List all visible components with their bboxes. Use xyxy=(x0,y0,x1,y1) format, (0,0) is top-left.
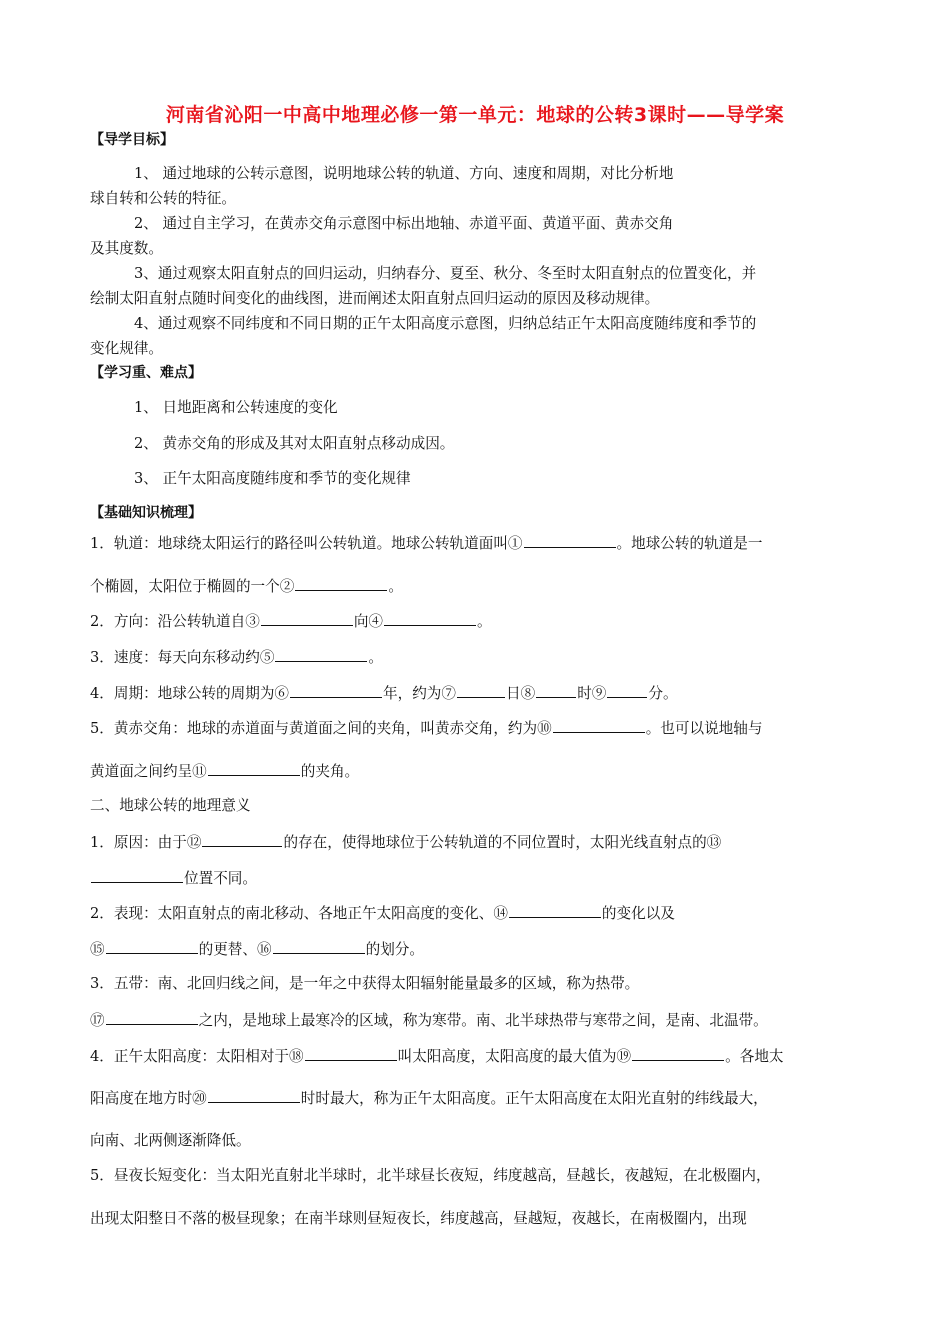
text: 时时最大，称为正午太阳高度。正午太阳高度在太阳光直射的纬线最大， xyxy=(300,1090,768,1107)
text: 。 xyxy=(477,613,492,630)
goal-2-line-2: 及其度数。 xyxy=(90,240,163,257)
goal-1-line-2: 球自转和公转的特征。 xyxy=(90,190,236,207)
basic-orbit-line-1 xyxy=(90,533,762,554)
text: 年，约为⑦ xyxy=(383,685,456,702)
meaning-cause-line-1 xyxy=(90,832,721,853)
meaning-daylength-line-2: 出现太阳整日不落的极昼现象；在南半球则昼短夜长，纬度越高，昼越短，夜越长，在南极圈内，出现 xyxy=(90,1210,747,1227)
text: 位置不同。 xyxy=(184,870,257,887)
basic-direction-line xyxy=(90,611,492,632)
document-title: 河南省沁阳一中高中地理必修一第一单元：地球的公转3课时——导学案 xyxy=(165,104,785,126)
basic-period-line xyxy=(90,683,678,704)
fill-blank-2[interactable] xyxy=(295,576,387,591)
text: 。 xyxy=(368,649,384,666)
meaning-noon-line-3: 向南、北两侧逐渐降低。 xyxy=(90,1132,251,1149)
fill-blank-6[interactable] xyxy=(290,683,382,698)
meaning-noon-line-1 xyxy=(90,1046,784,1067)
text: 1．原因：由于⑫ xyxy=(90,834,202,851)
text: 阳高度在地方时⑳ xyxy=(90,1090,207,1107)
text: 。地球公转的轨道是一 xyxy=(616,535,763,552)
text: ⑮ xyxy=(90,941,105,958)
meaning-zones-line-2 xyxy=(90,1010,768,1031)
fill-blank-13[interactable] xyxy=(91,868,183,883)
key-point-1: 1、 日地距离和公转速度的变化 xyxy=(134,399,338,416)
fill-blank-9[interactable] xyxy=(607,683,647,698)
meaning-effect-line-2 xyxy=(90,939,424,960)
fill-blank-8[interactable] xyxy=(536,683,576,698)
text: 1．轨道：地球绕太阳运行的路径叫公转轨道。地球公转轨道面叫① xyxy=(90,535,523,552)
text: 时⑨ xyxy=(577,685,607,702)
fill-blank-18[interactable] xyxy=(305,1046,397,1061)
fill-blank-11[interactable] xyxy=(208,761,300,776)
meaning-daylength-line-1: 5．昼夜长短变化：当太阳光直射北半球时，北半球昼长夜短，纬度越高，昼越长，夜越短，在北极圈内， xyxy=(90,1167,771,1184)
text: 的存在，使得地球位于公转轨道的不同位置时，太阳光线直射点的⑬ xyxy=(283,834,722,851)
text: 的夹角。 xyxy=(300,763,360,780)
text: 个椭圆，太阳位于椭圆的一个② xyxy=(90,578,295,595)
goal-4-line-1: 4、通过观察不同纬度和不同日期的正午太阳高度示意图，归纳总结正午太阳高度随纬度和季节的 xyxy=(134,315,757,332)
text: 。也可以说地轴与 xyxy=(645,720,763,737)
fill-blank-19[interactable] xyxy=(632,1046,724,1061)
fill-blank-14[interactable] xyxy=(509,903,601,918)
text: 的划分。 xyxy=(365,941,424,958)
basic-orbit-line-2 xyxy=(90,576,403,597)
text: 4．周期：地球公转的周期为⑥ xyxy=(90,685,290,702)
text: 5．黄赤交角：地球的赤道面与黄道面之间的夹角，叫黄赤交角，约为⑩ xyxy=(90,720,552,737)
fill-blank-3[interactable] xyxy=(261,611,353,626)
text: ⑰ xyxy=(90,1012,105,1029)
section-heading-goals: 【导学目标】 xyxy=(90,132,174,148)
text: 叫太阳高度，太阳高度的最大值为⑲ xyxy=(397,1048,632,1065)
fill-blank-1[interactable] xyxy=(524,533,616,548)
fill-blank-17[interactable] xyxy=(106,1010,198,1025)
basic-obliquity-line-2 xyxy=(90,761,359,782)
basic-obliquity-line-1 xyxy=(90,718,762,739)
goal-1-line-1: 1、 通过地球的公转示意图，说明地球公转的轨道、方向、速度和周期，对比分析地 xyxy=(134,165,674,182)
part-two-heading: 二、地球公转的地理意义 xyxy=(90,797,251,814)
basic-speed-line xyxy=(90,647,383,668)
key-point-3: 3、 正午太阳高度随纬度和季节的变化规律 xyxy=(134,470,411,487)
fill-blank-20[interactable] xyxy=(208,1088,300,1103)
key-point-2: 2、 黄赤交角的形成及其对太阳直射点移动成因。 xyxy=(134,435,455,452)
text: 。各地太 xyxy=(725,1048,784,1065)
text: 日⑧ xyxy=(506,685,536,702)
text: 2．方向：沿公转轨道自③ xyxy=(90,613,260,630)
fill-blank-7[interactable] xyxy=(457,683,505,698)
fill-blank-4[interactable] xyxy=(384,611,476,626)
text: 4．正午太阳高度：太阳相对于⑱ xyxy=(90,1048,304,1065)
meaning-effect-line-1 xyxy=(90,903,675,924)
text: 分。 xyxy=(648,685,678,702)
goal-3-line-2: 绘制太阳直射点随时间变化的曲线图，进而阐述太阳直射点回归运动的原因及移动规律。 xyxy=(90,290,660,307)
text: 黄道面之间约呈⑪ xyxy=(90,763,207,780)
text: 的更替、⑯ xyxy=(198,941,272,958)
text: 3．速度：每天向东移动约⑤ xyxy=(90,649,275,666)
meaning-cause-line-2 xyxy=(90,868,257,889)
text: 之内，是地球上最寒冷的区域，称为寒带。南、北半球热带与寒带之间，是南、北温带。 xyxy=(198,1012,768,1029)
fill-blank-15[interactable] xyxy=(106,939,198,954)
goal-2-line-1: 2、 通过自主学习，在黄赤交角示意图中标出地轴、赤道平面、黄道平面、黄赤交角 xyxy=(134,215,674,232)
section-heading-key-points: 【学习重、难点】 xyxy=(90,365,202,381)
text: 。 xyxy=(388,578,403,595)
goal-4-line-2: 变化规律。 xyxy=(90,340,163,357)
fill-blank-12[interactable] xyxy=(202,832,282,847)
fill-blank-5[interactable] xyxy=(275,647,367,662)
meaning-noon-line-2 xyxy=(90,1088,768,1109)
section-heading-basic: 【基础知识梳理】 xyxy=(90,505,202,521)
goal-3-line-1: 3、通过观察太阳直射点的回归运动，归纳春分、夏至、秋分、冬至时太阳直射点的位置变化，并 xyxy=(134,265,757,282)
meaning-zones-line-1: 3．五带：南、北回归线之间，是一年之中获得太阳辐射能量最多的区域，称为热带。 xyxy=(90,975,640,992)
fill-blank-16[interactable] xyxy=(273,939,365,954)
text: 的变化以及 xyxy=(601,905,675,922)
text: 向④ xyxy=(353,613,384,630)
fill-blank-10[interactable] xyxy=(553,718,645,733)
text: 2．表现：太阳直射点的南北移动、各地正午太阳高度的变化、⑭ xyxy=(90,905,508,922)
